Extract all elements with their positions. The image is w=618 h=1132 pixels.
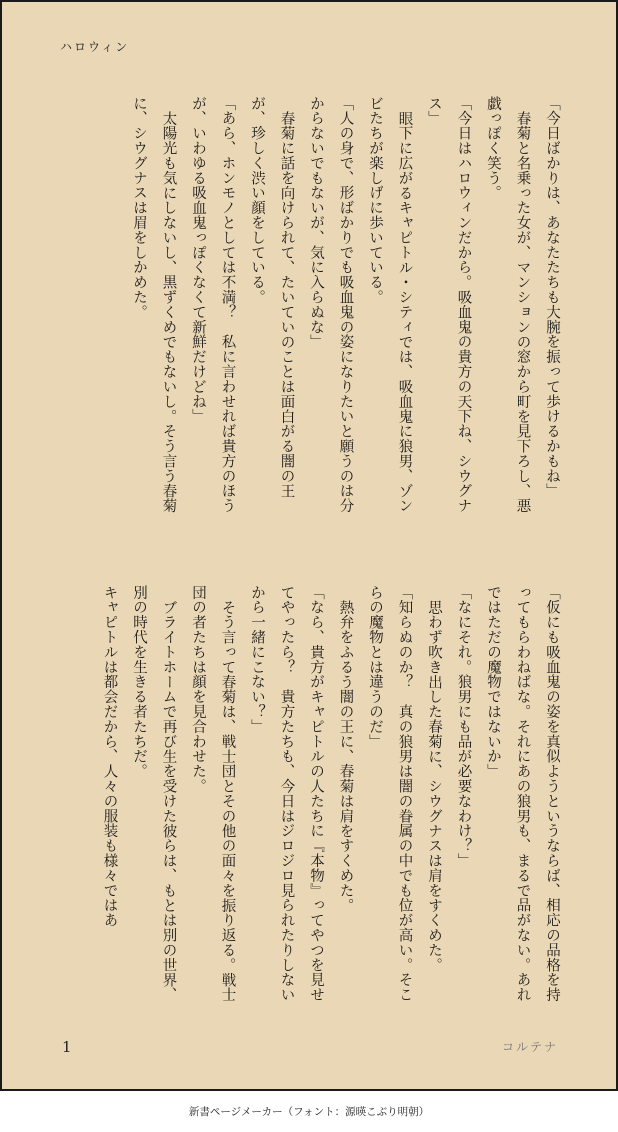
paragraph: 「なにそれ。狼男にも品が必要なわけ？」 bbox=[455, 585, 472, 869]
paragraph: 「仮にも吸血鬼の姿を真似ようというならば、相応の品格を持ってもらわねばな。それにあの狼男も、まるで品がない。あれではただの魔物ではないか」 bbox=[485, 585, 560, 1003]
paragraph: 熱弁をふるう闇の王に、春菊は肩をすくめた。 bbox=[337, 599, 354, 913]
paragraph: 春菊に話を向けられて、たいていのことは面白がる闇の王が、珍しく渋い顔をしている。 bbox=[249, 96, 295, 498]
paragraph: 「今日はハロウィンだから。吸血鬼の貴方の天下ね、シウグナス」 bbox=[426, 96, 472, 514]
paragraph: 春菊と名乗った女が、マンションの窓から町を見下ろし、悪戯っぽく笑う。 bbox=[485, 96, 531, 513]
page-number: 1 bbox=[62, 1038, 72, 1056]
text-block-bottom bbox=[56, 585, 566, 1015]
running-head-title: ハロウィン bbox=[60, 40, 130, 54]
paragraph: 「今日ばかりは、あなたたちも大腕を振って歩けるかもね」 bbox=[544, 96, 560, 499]
paragraph: 「なら、貴方がキャピトルの人たちに『本物』ってやつを見せてやったら？ 貴方たちも、今日はジロジロ見られたりしないから一緒にこない？」 bbox=[249, 585, 324, 1003]
paragraph: 眼下に広がるキャピトル・シティでは、吸血鬼に狼男、ゾンビたちが楽しげに歩いている。 bbox=[367, 96, 413, 513]
paragraph: 「あら、ホンモノとしては不満？ 私に言わせれば貴方のほうが、いわゆる吸血鬼っぽくなくて新鮮だけどね」 bbox=[190, 96, 236, 514]
paragraph: 太陽光も気にしないし、黒ずくめでもないし。そう言う春菊に、シウグナスは眉をしかめた。 bbox=[131, 96, 177, 513]
paragraph: ブライトホームで再び生を受けた彼らは、もとは別の世界、別の時代を生きる者たちだ。 bbox=[131, 585, 177, 1002]
author-name: コルテナ bbox=[501, 1040, 558, 1054]
paragraph: キャピトルは都会だから、人々の服装も様々ではあ bbox=[101, 585, 118, 928]
generator-credit: 新書ページメーカー（フォント：源暎こぶり明朝） bbox=[188, 1106, 430, 1118]
text-block-top bbox=[56, 96, 566, 516]
paragraph: 「知らぬのか？ 真の狼男は闇の眷属の中でも位が高い。そこらの魔物とは違うのだ」 bbox=[367, 585, 413, 1003]
paragraph: 思わず吹き出した春菊に、シウグナスは肩をすくめた。 bbox=[426, 599, 442, 972]
paragraph: 「人の身で、形ばかりでも吸血鬼の姿になりたいと願うのは分からないでもないが、気に入らぬな」 bbox=[308, 96, 354, 514]
paragraph: そう言って春菊は、戦士団とその他の面々を振り返る。戦士団の者たちは顔を見合わせた。 bbox=[190, 585, 236, 1002]
